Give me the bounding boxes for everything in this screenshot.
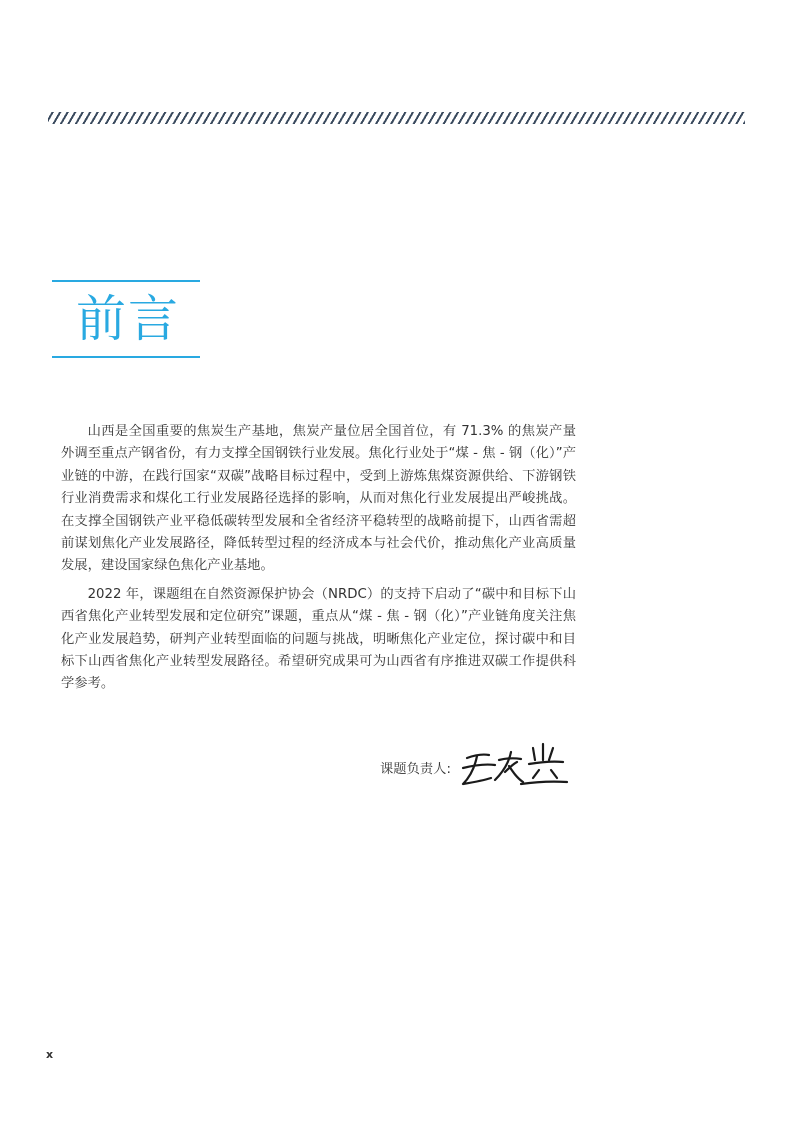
signature-label: 课题负责人:	[380, 762, 451, 777]
title-bottom-rule	[52, 356, 200, 358]
preface-paragraph-1: 山西是全国重要的焦炭生产基地，焦炭产量位居全国首位，有 71.3% 的焦炭产量外调至重点产钢省份，有力支撑全国钢铁行业发展。焦化行业处于“煤 - 焦 - 钢（化）”产业链的中游，在践行国家“双碳”战略目标过程中，受到上游炼焦煤资源供给、下游钢铁行业消费需求和煤化工行业发展路径选择的影响，从而对焦化行业发展提出严峻挑战。在支撑全国钢铁产业平稳低碳转型发展和全省经济平稳转型的战略前提下，山西省需超前谋划焦化产业发展路径，降低转型过程的经济成本与社会代价，推动焦化产业高质量发展，建设国家绿色焦化产业基地。	[61, 424, 576, 574]
handwritten-signature	[455, 738, 575, 790]
page-number: x	[46, 1048, 54, 1061]
section-title: 前言	[76, 290, 180, 348]
preface-body	[61, 421, 576, 702]
title-top-rule	[52, 280, 200, 282]
decorative-hatch-band	[48, 112, 745, 124]
preface-paragraph-2: 2022 年，课题组在自然资源保护协会（NRDC）的支持下启动了“碳中和目标下山西省焦化产业转型发展和定位研究”课题，重点从“煤 - 焦 - 钢（化）”产业链角度关注焦化产业发展趋势，研判产业转型面临的问题与挑战，明晰焦化产业定位，探讨碳中和目标下山西省焦化产业转型发展路径。希望研究成果可为山西省有序推进双碳工作提供科学参考。	[61, 586, 576, 692]
